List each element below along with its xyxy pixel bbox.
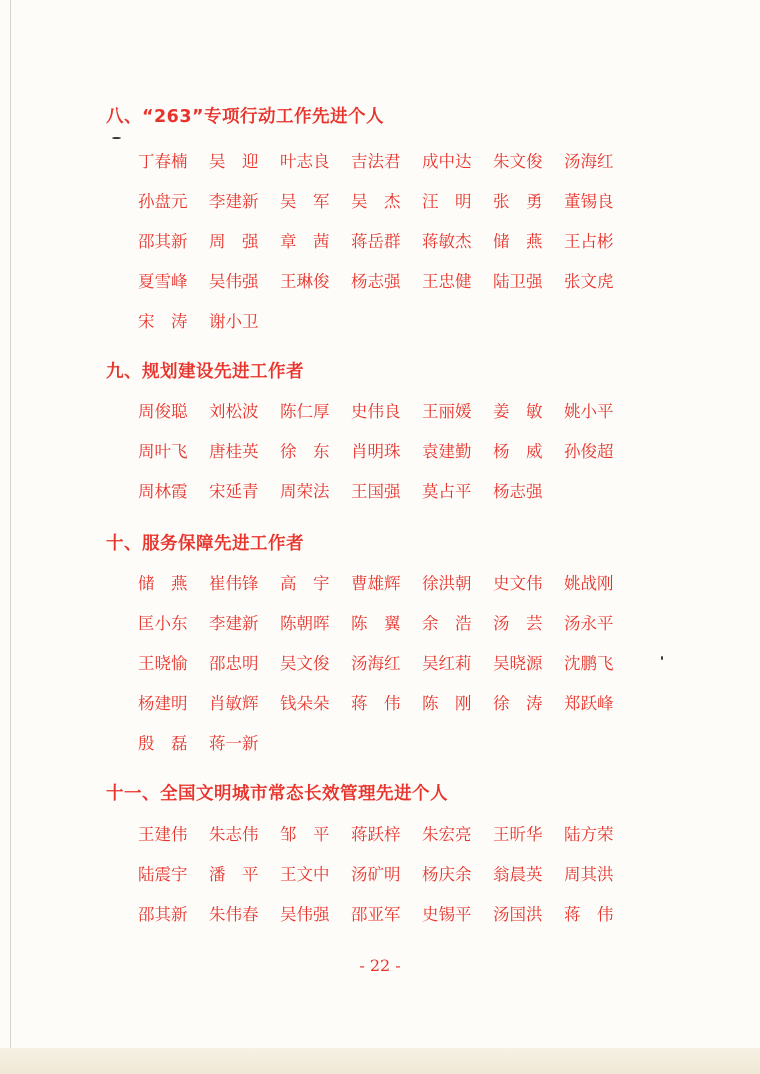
person-name: 吴伟强 (209, 272, 259, 291)
person-name: 余 浩 (422, 614, 472, 633)
person-name: 汤国洪 (493, 905, 543, 924)
person-name: 吴 军 (280, 192, 330, 211)
person-name: 潘 平 (209, 865, 259, 884)
person-name: 肖敏辉 (209, 694, 259, 713)
person-name: 邵亚军 (351, 905, 401, 924)
person-name: 史文伟 (493, 574, 543, 593)
person-name: 董锡良 (564, 192, 614, 211)
person-name: 王晓愉 (138, 654, 188, 673)
person-name: 袁建勤 (422, 442, 472, 461)
person-name: 陆震宇 (138, 865, 188, 884)
person-name: 杨志强 (493, 482, 543, 501)
person-name: 徐 东 (280, 442, 330, 461)
person-name: 储 燕 (493, 232, 543, 251)
person-name: 叶志良 (280, 152, 330, 171)
person-name: 翁晨英 (493, 865, 543, 884)
person-name: 吴伟强 (280, 905, 330, 924)
person-name: 宋延青 (209, 482, 259, 501)
person-name: 吴 迎 (209, 152, 259, 171)
person-name: 周林霞 (138, 482, 188, 501)
person-name: 周荣法 (280, 482, 330, 501)
person-name: 王文中 (280, 865, 330, 884)
person-name: 汤矿明 (351, 865, 401, 884)
person-name: 邹 平 (280, 825, 330, 844)
person-name: 朱文俊 (493, 152, 543, 171)
page-edge (10, 0, 11, 1074)
person-name: 吴文俊 (280, 654, 330, 673)
person-name: 陆卫强 (493, 272, 543, 291)
person-name: 孙俊超 (564, 442, 614, 461)
person-name: 周 强 (209, 232, 259, 251)
person-name: 陈朝晖 (280, 614, 330, 633)
scan-bottom-edge (0, 1048, 760, 1074)
person-name: 汤海红 (351, 654, 401, 673)
person-name: 成中达 (422, 152, 472, 171)
scan-speck (112, 137, 121, 139)
person-name: 史锡平 (422, 905, 472, 924)
person-name: 邵忠明 (209, 654, 259, 673)
person-name: 沈鹏飞 (564, 654, 614, 673)
person-name: 王建伟 (138, 825, 188, 844)
section-heading: 十、服务保障先进工作者 (106, 534, 304, 554)
person-name: 张文虎 (564, 272, 614, 291)
person-name: 杨建明 (138, 694, 188, 713)
person-name: 汤永平 (564, 614, 614, 633)
person-name: 张 勇 (493, 192, 543, 211)
person-name: 唐桂英 (209, 442, 259, 461)
person-name: 蒋岳群 (351, 232, 401, 251)
person-name: 蒋 伟 (564, 905, 614, 924)
person-name: 姚小平 (564, 402, 614, 421)
section-heading: 九、规划建设先进工作者 (106, 362, 304, 382)
person-name: 徐洪朝 (422, 574, 472, 593)
person-name: 李建新 (209, 192, 259, 211)
person-name: 刘松波 (209, 402, 259, 421)
person-name: 邵其新 (138, 905, 188, 924)
person-name: 王占彬 (564, 232, 614, 251)
person-name: 蒋一新 (209, 734, 259, 753)
person-name: 吉法君 (351, 152, 401, 171)
person-name: 高 宇 (280, 574, 330, 593)
person-name: 崔伟锋 (209, 574, 259, 593)
person-name: 史伟良 (351, 402, 401, 421)
person-name: 汤 芸 (493, 614, 543, 633)
person-name: 杨志强 (351, 272, 401, 291)
person-name: 陈 翼 (351, 614, 401, 633)
person-name: 蒋敏杰 (422, 232, 472, 251)
person-name: 朱志伟 (209, 825, 259, 844)
person-name: 储 燕 (138, 574, 188, 593)
person-name: 姜 敏 (493, 402, 543, 421)
person-name: 周其洪 (564, 865, 614, 884)
person-name: 蒋 伟 (351, 694, 401, 713)
person-name: 吴红莉 (422, 654, 472, 673)
person-name: 王昕华 (493, 825, 543, 844)
person-name: 宋 涛 (138, 312, 188, 331)
person-name: 莫占平 (422, 482, 472, 501)
person-name: 王忠健 (422, 272, 472, 291)
person-name: 朱宏亮 (422, 825, 472, 844)
person-name: 肖明珠 (351, 442, 401, 461)
section-heading: 八、“263”专项行动工作先进个人 (106, 107, 385, 127)
person-name: 周叶飞 (138, 442, 188, 461)
person-name: 章 茜 (280, 232, 330, 251)
person-name: 王丽媛 (422, 402, 472, 421)
person-name: 曹雄辉 (351, 574, 401, 593)
person-name: 陆方荣 (564, 825, 614, 844)
person-name: 杨 威 (493, 442, 543, 461)
person-name: 殷 磊 (138, 734, 188, 753)
person-name: 姚战刚 (564, 574, 614, 593)
person-name: 吴晓源 (493, 654, 543, 673)
person-name: 邵其新 (138, 232, 188, 251)
person-name: 周俊聪 (138, 402, 188, 421)
person-name: 郑跃峰 (564, 694, 614, 713)
person-name: 谢小卫 (209, 312, 259, 331)
person-name: 王琳俊 (280, 272, 330, 291)
person-name: 匡小东 (138, 614, 188, 633)
person-name: 徐 涛 (493, 694, 543, 713)
page-number: - 22 - (359, 956, 401, 975)
person-name: 陈仁厚 (280, 402, 330, 421)
scan-speck (661, 656, 663, 660)
person-name: 陈 刚 (422, 694, 472, 713)
person-name: 吴 杰 (351, 192, 401, 211)
person-name: 汤海红 (564, 152, 614, 171)
person-name: 李建新 (209, 614, 259, 633)
person-name: 朱伟春 (209, 905, 259, 924)
person-name: 孙盘元 (138, 192, 188, 211)
person-name: 丁春楠 (138, 152, 188, 171)
person-name: 夏雪峰 (138, 272, 188, 291)
person-name: 王国强 (351, 482, 401, 501)
person-name: 蒋跃梓 (351, 825, 401, 844)
person-name: 钱朵朵 (280, 694, 330, 713)
person-name: 杨庆余 (422, 865, 472, 884)
section-heading: 十一、全国文明城市常态长效管理先进个人 (106, 784, 448, 804)
person-name: 汪 明 (422, 192, 472, 211)
